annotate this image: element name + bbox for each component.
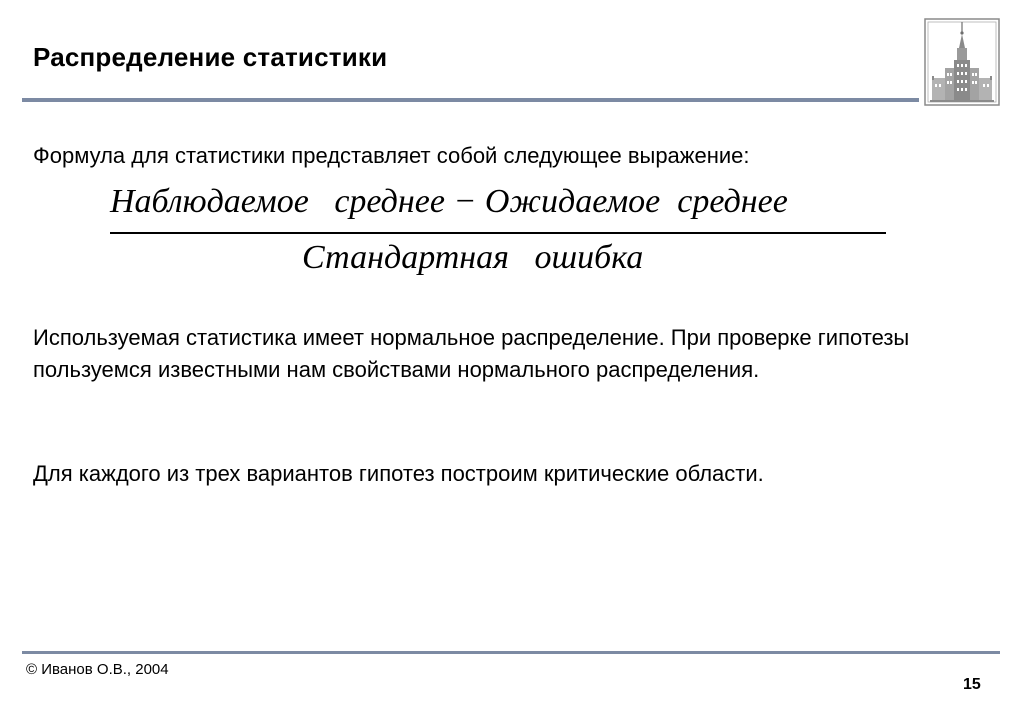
critical-regions-paragraph: Для каждого из трех вариантов гипотез построим критические области. bbox=[33, 461, 764, 486]
distribution-paragraph: Используемая статистика имеет нормальное распределение. При проверке гипотезы пользуемся известными нам свойствами нормального распределения. bbox=[33, 325, 910, 382]
slide-title: Распределение статистики bbox=[33, 42, 388, 72]
page-number: 15 bbox=[963, 676, 981, 693]
formula-denominator: Стандартная ошибка bbox=[302, 239, 644, 276]
university-building-logo-icon bbox=[924, 18, 1000, 106]
title-divider bbox=[22, 98, 919, 102]
intro-text: Формула для статистики представляет собой следующее выражение: bbox=[33, 143, 750, 168]
statistic-formula bbox=[110, 183, 888, 283]
fraction-bar bbox=[110, 232, 886, 234]
copyright-text: © Иванов О.В., 2004 bbox=[26, 661, 169, 678]
footer-divider bbox=[22, 651, 1000, 654]
formula-numerator: Наблюдаемое среднее − Ожидаемое среднее bbox=[110, 183, 788, 220]
